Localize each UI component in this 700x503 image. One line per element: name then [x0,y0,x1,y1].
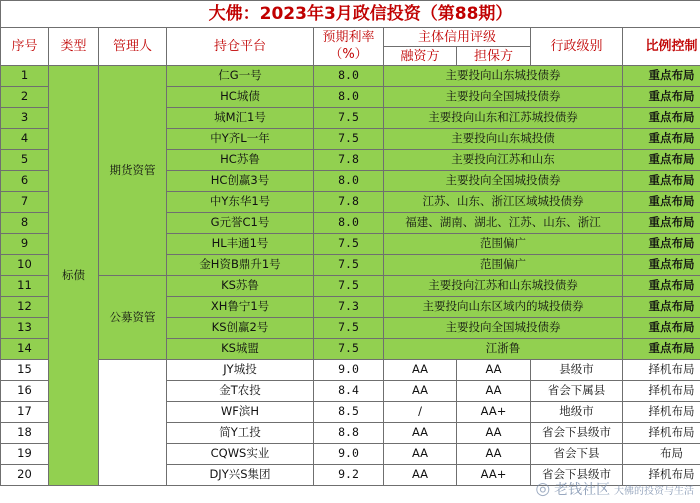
row-description: 主要投向山东和江苏城投债券 [384,108,623,129]
row-rate: 8.0 [314,87,384,108]
header-rate [314,28,384,66]
row-rating-financing: AA [384,444,457,465]
row-rating-guarantor: AA [457,444,531,465]
manager-futures: 期货资管 [99,66,167,276]
row-no: 10 [1,255,49,276]
row-platform: 金T农投 [167,381,314,402]
row-platform: CQWS实业 [167,444,314,465]
row-ratio-control: 重点布局 [623,192,700,213]
row-rate: 7.5 [314,129,384,150]
row-ratio-control: 重点布局 [623,255,700,276]
header-type: 类型 [49,28,99,66]
row-rate: 7.5 [314,339,384,360]
row-description: 主要投向全国城投债券 [384,171,623,192]
row-rate: 8.0 [314,66,384,87]
row-description: 福建、湖南、湖北、江苏、山东、浙江 [384,213,623,234]
row-platform: HC苏鲁 [167,150,314,171]
row-rating-financing: AA [384,423,457,444]
header-no: 序号 [1,28,49,66]
header-rating: 主体信用评级 [384,28,531,47]
watermark [535,479,694,499]
row-rate: 7.5 [314,276,384,297]
row-platform: G元誉C1号 [167,213,314,234]
row-rating-financing: / [384,402,457,423]
row-platform: DJY兴S集团 [167,465,314,486]
row-description: 范围偏广 [384,255,623,276]
row-no: 8 [1,213,49,234]
row-description: 主要投向山东城投债券 [384,66,623,87]
row-rating-guarantor: AA [457,381,531,402]
row-rate: 8.4 [314,381,384,402]
row-description: 范围偏广 [384,234,623,255]
row-ratio-control: 重点布局 [623,108,700,129]
row-rating-guarantor: AA [457,360,531,381]
row-rate: 9.0 [314,360,384,381]
row-platform: XH鲁宁1号 [167,297,314,318]
row-no: 6 [1,171,49,192]
header-rating-guarantor: 担保方 [457,47,531,66]
row-platform: WF滨H [167,402,314,423]
row-ratio-control: 重点布局 [623,171,700,192]
header-ratio: 比例控制 [623,28,700,66]
manager-public: 公募资管 [99,276,167,360]
table-row [1,66,700,87]
row-platform: 中Y齐L一年 [167,129,314,150]
row-rate: 9.0 [314,444,384,465]
table-row [1,360,700,381]
row-platform: KS创赢2号 [167,318,314,339]
row-rating-financing: AA [384,381,457,402]
row-no: 4 [1,129,49,150]
row-no: 3 [1,108,49,129]
row-ratio-control: 重点布局 [623,213,700,234]
row-no: 7 [1,192,49,213]
row-rate: 7.3 [314,297,384,318]
row-ratio-control: 择机布局 [623,465,700,486]
row-ratio-control: 重点布局 [623,297,700,318]
row-rate: 9.2 [314,465,384,486]
row-rating-financing: AA [384,360,457,381]
row-platform: HL丰通1号 [167,234,314,255]
row-rate: 7.5 [314,255,384,276]
row-rate: 7.5 [314,318,384,339]
row-ratio-control: 重点布局 [623,234,700,255]
row-no: 2 [1,87,49,108]
row-no: 17 [1,402,49,423]
row-ratio-control: 择机布局 [623,423,700,444]
row-ratio-control: 布局 [623,444,700,465]
watermark-text-1: 老钱社区 [554,482,611,498]
row-no: 1 [1,66,49,87]
row-rate: 7.8 [314,150,384,171]
row-ratio-control: 择机布局 [623,381,700,402]
table-title: 大佛：2023年3月政信投资（第88期） [1,1,700,28]
header-platform: 持仓平台 [167,28,314,66]
row-no: 19 [1,444,49,465]
row-rate: 8.8 [314,423,384,444]
row-rating-guarantor: AA [457,423,531,444]
row-admin-level: 省会下属县 [531,381,623,402]
type-cell: 标债 [49,66,99,486]
row-description: 主要投向全国城投债券 [384,318,623,339]
row-ratio-control: 择机布局 [623,360,700,381]
row-admin-level: 省会下县 [531,444,623,465]
row-rating-guarantor: AA+ [457,402,531,423]
row-ratio-control: 重点布局 [623,276,700,297]
watermark-logo-icon: ◎ [535,479,551,499]
row-admin-level: 省会下县级市 [531,465,623,486]
row-description: 主要投向山东城投债 [384,129,623,150]
row-platform: HC城债 [167,87,314,108]
header-admin-level: 行政级别 [531,28,623,66]
row-platform: 城M汇1号 [167,108,314,129]
row-rate: 7.8 [314,192,384,213]
header-rate-text: 预期利率（%） [322,30,375,62]
row-platform: 简Y工投 [167,423,314,444]
row-platform: 中Y东华1号 [167,192,314,213]
manager-empty [99,360,167,486]
table-row [1,276,700,297]
row-no: 20 [1,465,49,486]
row-description: 主要投向全国城投债券 [384,87,623,108]
row-description: 主要投向江苏和山东城投债券 [384,276,623,297]
row-ratio-control: 重点布局 [623,87,700,108]
row-description: 主要投向江苏和山东 [384,150,623,171]
row-no: 5 [1,150,49,171]
row-description: 主要投向山东区域内的城投债券 [384,297,623,318]
row-no: 18 [1,423,49,444]
row-platform: 仁G一号 [167,66,314,87]
row-platform: KS苏鲁 [167,276,314,297]
row-no: 16 [1,381,49,402]
row-ratio-control: 重点布局 [623,66,700,87]
row-no: 14 [1,339,49,360]
row-description: 江浙鲁 [384,339,623,360]
row-no: 13 [1,318,49,339]
row-admin-level: 省会下县级市 [531,423,623,444]
row-rate: 7.5 [314,234,384,255]
row-rate: 8.0 [314,213,384,234]
header-rating-financing: 融资方 [384,47,457,66]
row-platform: 金H资B鼎升1号 [167,255,314,276]
row-rate: 7.5 [314,108,384,129]
row-admin-level: 县级市 [531,360,623,381]
row-rate: 8.5 [314,402,384,423]
row-ratio-control: 重点布局 [623,339,700,360]
row-platform: JY城投 [167,360,314,381]
row-rate: 8.0 [314,171,384,192]
row-admin-level: 地级市 [531,402,623,423]
watermark-text [554,479,694,499]
row-ratio-control: 重点布局 [623,318,700,339]
row-ratio-control: 择机布局 [623,402,700,423]
row-description: 江苏、山东、浙江区域城投债券 [384,192,623,213]
header-manager: 管理人 [99,28,167,66]
row-rating-guarantor: AA+ [457,465,531,486]
row-rating-financing: AA [384,465,457,486]
row-ratio-control: 重点布局 [623,150,700,171]
row-platform: KS城盟 [167,339,314,360]
row-no: 15 [1,360,49,381]
row-platform: HC创赢3号 [167,171,314,192]
row-no: 12 [1,297,49,318]
row-no: 9 [1,234,49,255]
watermark-text-2: 大佛的投资与生活 [614,486,694,497]
row-no: 11 [1,276,49,297]
row-ratio-control: 重点布局 [623,129,700,150]
